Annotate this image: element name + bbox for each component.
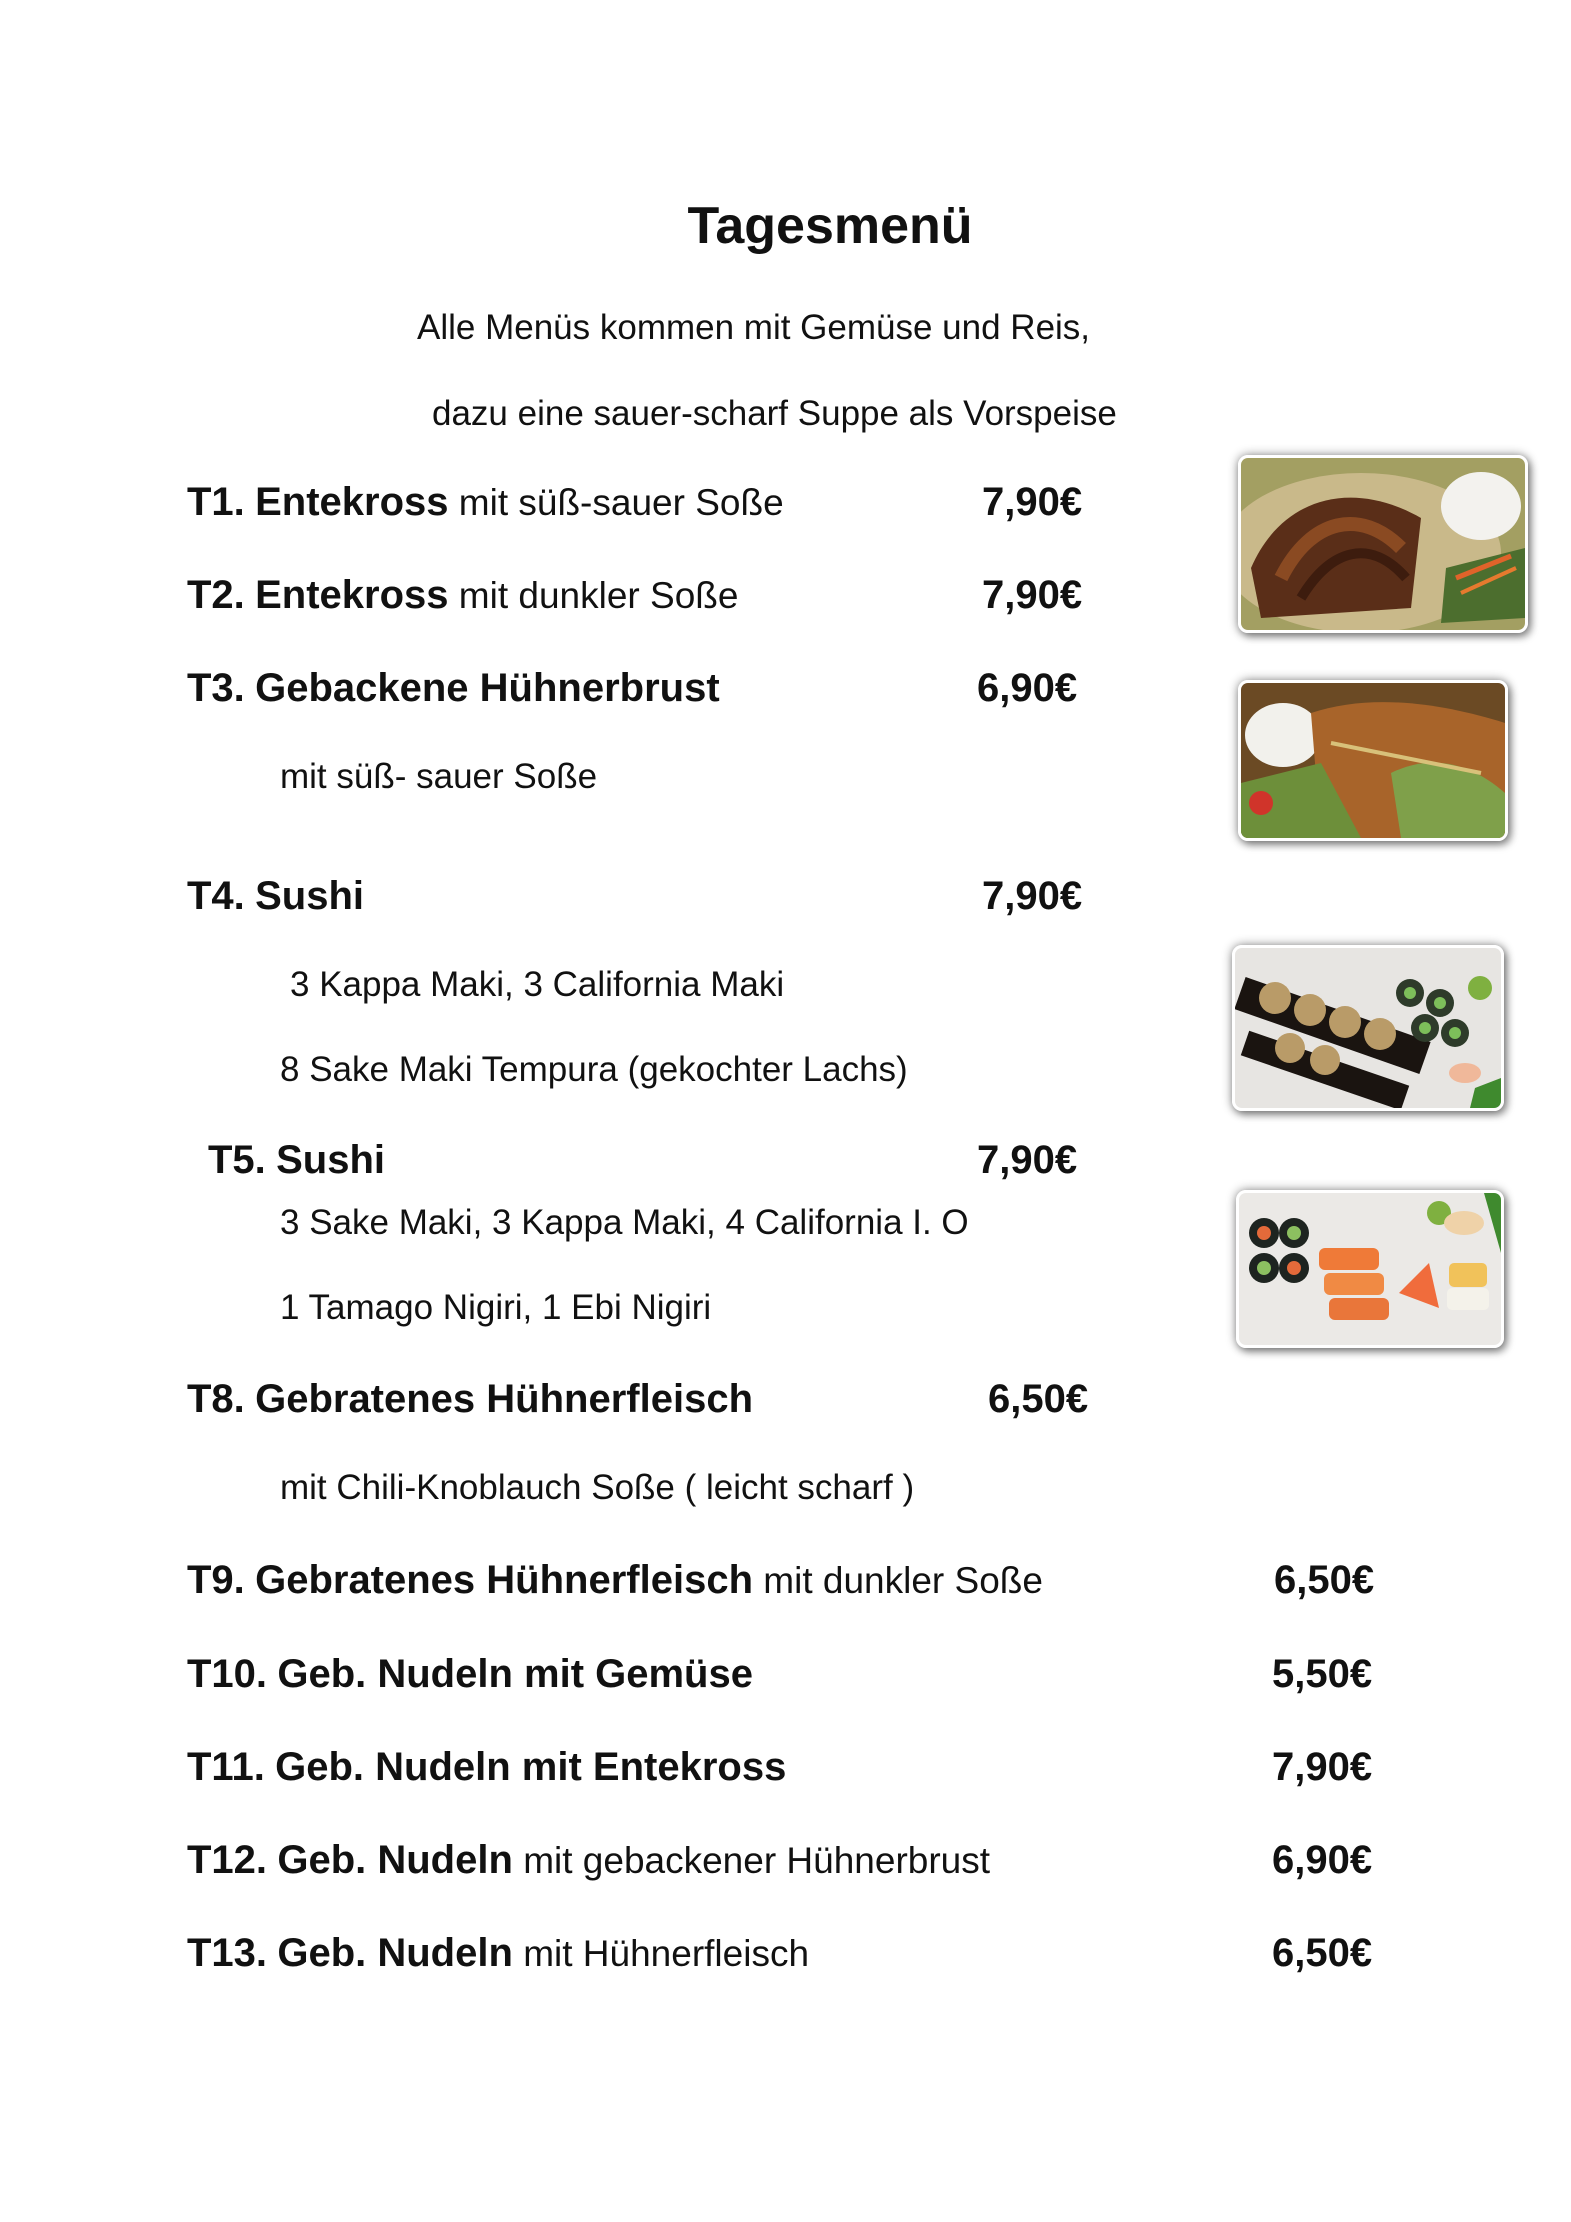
menu-item-t9 bbox=[187, 1558, 1043, 1603]
item-name: Gebratenes Hühnerfleisch bbox=[255, 1377, 754, 1421]
item-name: Gebackene Hühnerbrust bbox=[255, 666, 720, 710]
item-description-t3: mit süß- sauer Soße bbox=[280, 757, 598, 796]
menu-item-t1 bbox=[187, 480, 784, 525]
item-suffix: mit dunkler Soße bbox=[458, 575, 739, 616]
intro-line-2: dazu eine sauer-scharf Suppe als Vorspeise bbox=[432, 394, 1117, 433]
item-suffix: mit süß-sauer Soße bbox=[458, 482, 784, 523]
price-t4: 7,90€ bbox=[982, 874, 1083, 918]
item-name: Geb. Nudeln mit Gemüse bbox=[277, 1652, 753, 1696]
menu-item-t2 bbox=[187, 573, 738, 618]
item-name: Entekross bbox=[255, 480, 449, 524]
price-t9: 6,50€ bbox=[1274, 1558, 1375, 1602]
price-t8: 6,50€ bbox=[988, 1377, 1089, 1421]
sushi-t4-photo bbox=[1232, 945, 1504, 1111]
item-description-t4-line2: 8 Sake Maki Tempura (gekochter Lachs) bbox=[280, 1050, 908, 1089]
price-t13: 6,50€ bbox=[1272, 1931, 1373, 1975]
item-name: Geb. Nudeln mit Entekross bbox=[275, 1745, 787, 1789]
menu-item-t11 bbox=[187, 1745, 786, 1790]
menu-item-t10 bbox=[187, 1652, 753, 1697]
intro-line-1: Alle Menüs kommen mit Gemüse und Reis, bbox=[417, 308, 1091, 347]
page-title: Tagesmenü bbox=[687, 197, 973, 255]
menu-item-t3 bbox=[187, 666, 720, 711]
item-description-t5-line1: 3 Sake Maki, 3 Kappa Maki, 4 California I. O bbox=[280, 1203, 969, 1242]
menu-item-t13 bbox=[187, 1931, 809, 1976]
item-code: T2. bbox=[187, 573, 245, 617]
item-code: T9. bbox=[187, 1558, 245, 1602]
price-t1: 7,90€ bbox=[982, 480, 1083, 524]
item-name: Sushi bbox=[255, 874, 364, 918]
menu-item-t12 bbox=[187, 1838, 990, 1883]
menu-item-t4 bbox=[187, 874, 364, 919]
item-name: Gebratenes Hühnerfleisch bbox=[255, 1558, 754, 1602]
menu-item-t5 bbox=[208, 1138, 385, 1183]
item-suffix: mit Hühnerfleisch bbox=[523, 1933, 810, 1974]
price-t12: 6,90€ bbox=[1272, 1838, 1373, 1882]
item-name: Geb. Nudeln bbox=[277, 1931, 513, 1975]
item-code: T11. bbox=[187, 1745, 265, 1789]
item-name: Sushi bbox=[276, 1138, 385, 1182]
item-suffix: mit gebackener Hühnerbrust bbox=[523, 1840, 991, 1881]
chicken-dish-photo bbox=[1238, 680, 1508, 841]
item-code: T8. bbox=[187, 1377, 245, 1421]
item-description-t4-line1: 3 Kappa Maki, 3 California Maki bbox=[290, 965, 785, 1004]
sushi-t5-photo bbox=[1236, 1190, 1504, 1348]
item-code: T13. bbox=[187, 1931, 268, 1975]
item-code: T1. bbox=[187, 480, 245, 524]
item-description-t5-line2: 1 Tamago Nigiri, 1 Ebi Nigiri bbox=[280, 1288, 712, 1327]
item-suffix: mit dunkler Soße bbox=[763, 1560, 1043, 1601]
price-t10: 5,50€ bbox=[1272, 1652, 1373, 1696]
price-t3: 6,90€ bbox=[977, 666, 1078, 710]
item-code: T4. bbox=[187, 874, 245, 918]
item-name: Entekross bbox=[255, 573, 449, 617]
price-t5: 7,90€ bbox=[977, 1138, 1078, 1182]
item-code: T5. bbox=[208, 1138, 266, 1182]
item-description-t8: mit Chili-Knoblauch Soße ( leicht scharf ) bbox=[280, 1468, 915, 1507]
item-name: Geb. Nudeln bbox=[277, 1838, 513, 1882]
item-code: T3. bbox=[187, 666, 245, 710]
item-code: T10. bbox=[187, 1652, 268, 1696]
price-t2: 7,90€ bbox=[982, 573, 1083, 617]
item-code: T12. bbox=[187, 1838, 268, 1882]
menu-item-t8 bbox=[187, 1377, 753, 1422]
price-t11: 7,90€ bbox=[1272, 1745, 1373, 1789]
duck-dish-photo bbox=[1238, 455, 1528, 633]
